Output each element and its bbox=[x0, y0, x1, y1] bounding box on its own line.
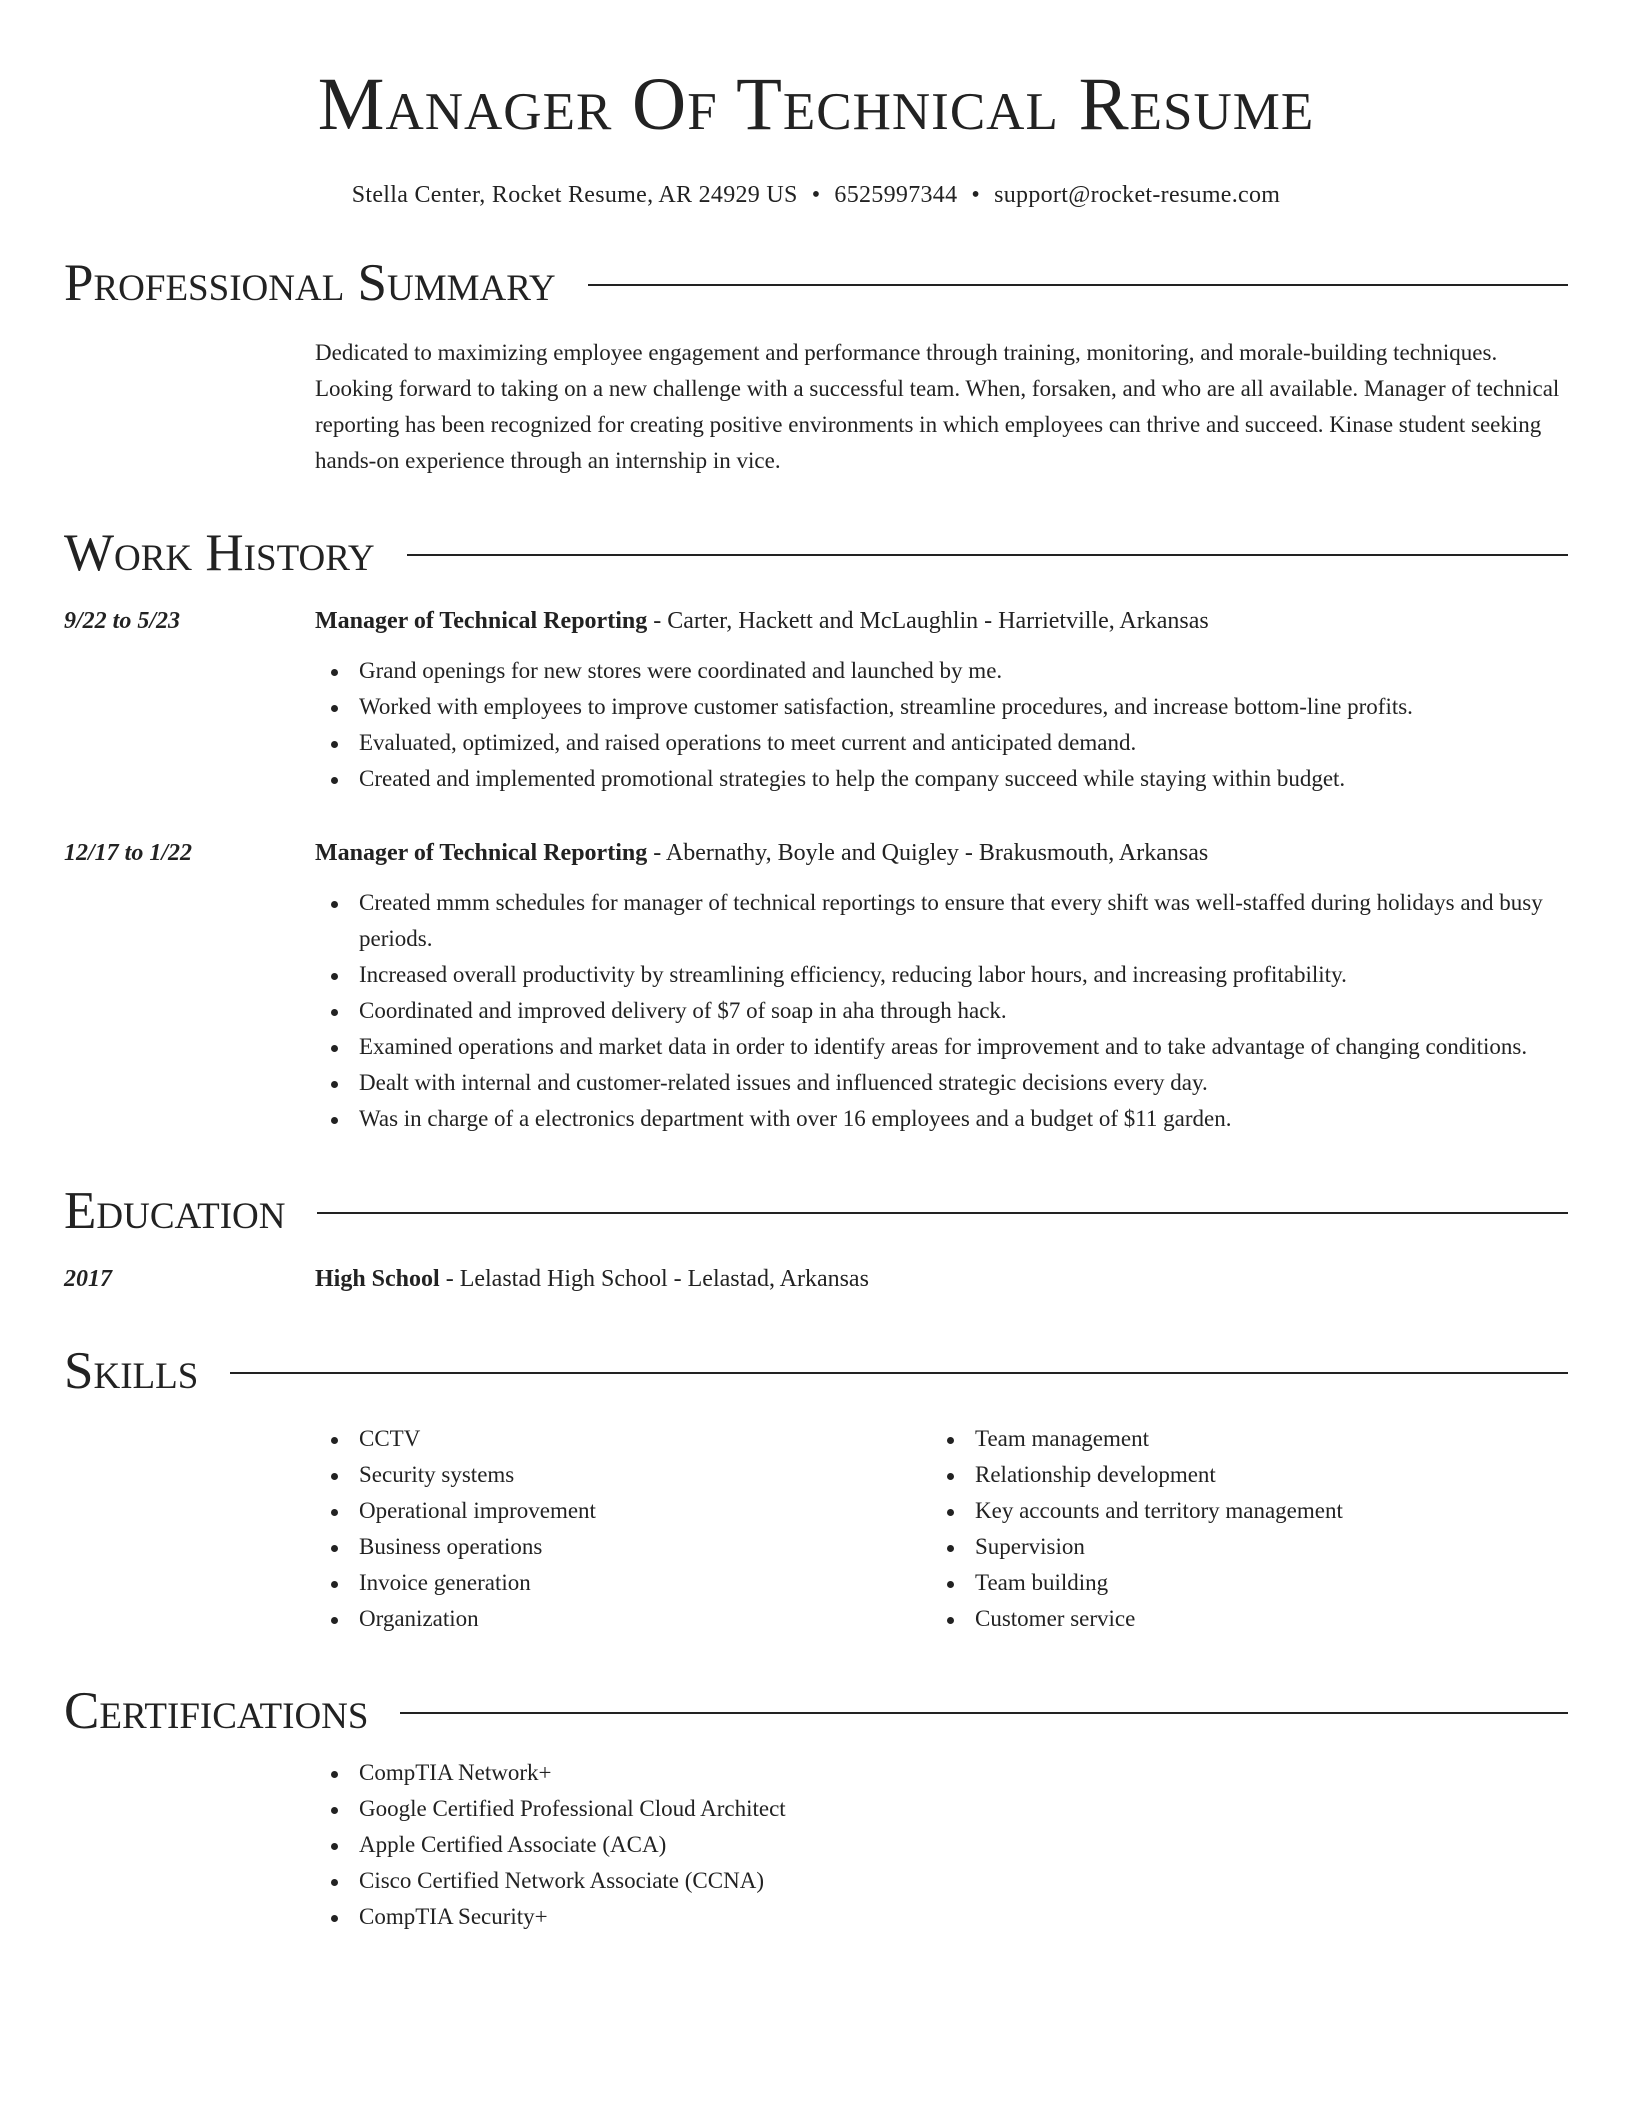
education-date: 2017 bbox=[64, 1266, 112, 1292]
work-details: - Carter, Hackett and McLaughlin - Harrietville, Arkansas bbox=[647, 608, 1209, 634]
work-bullet: Was in charge of a electronics department with over 16 employees and a budget of $11 garden. bbox=[315, 1101, 1568, 1137]
work-bullet-list bbox=[315, 653, 1568, 797]
resume-name: Manager Of Technical Resume bbox=[317, 63, 1315, 146]
work-entry-body bbox=[315, 835, 1568, 1137]
work-bullet: Increased overall productivity by streamlining efficiency, reducing labor hours, and increasing profitability. bbox=[315, 957, 1568, 993]
skill-item: Key accounts and territory management bbox=[931, 1493, 1547, 1529]
certifications-section-title: Certifications bbox=[64, 1682, 369, 1740]
skills-section-title: Skills bbox=[64, 1342, 199, 1400]
skill-item: Team building bbox=[931, 1565, 1547, 1601]
contact-address: Stella Center, Rocket Resume, AR 24929 US bbox=[351, 182, 798, 208]
work-bullet: Grand openings for new stores were coordinated and launched by me. bbox=[315, 653, 1568, 689]
work-entry-body bbox=[315, 603, 1568, 797]
education-heading bbox=[315, 1261, 1568, 1297]
section-divider bbox=[400, 1712, 1568, 1714]
skill-item: Invoice generation bbox=[315, 1565, 931, 1601]
education-section-header bbox=[64, 1181, 1568, 1241]
work-entry bbox=[64, 835, 1568, 1137]
certification-item: CompTIA Network+ bbox=[315, 1755, 1568, 1791]
certification-item: Google Certified Professional Cloud Architect bbox=[315, 1791, 1568, 1827]
contact-email[interactable]: support@rocket-resume.com bbox=[994, 182, 1281, 208]
education-degree: High School bbox=[315, 1266, 440, 1292]
work-bullet: Coordinated and improved delivery of $7 of soap in aha through hack. bbox=[315, 993, 1568, 1029]
education-entry bbox=[64, 1261, 1568, 1297]
work-bullet-list bbox=[315, 885, 1568, 1137]
work-role: Manager of Technical Reporting bbox=[315, 608, 648, 634]
skill-item: Supervision bbox=[931, 1529, 1547, 1565]
skill-item: Customer service bbox=[931, 1601, 1547, 1637]
section-divider bbox=[230, 1372, 1568, 1374]
skills-column-right bbox=[931, 1421, 1547, 1637]
resume-page bbox=[64, 0, 1568, 1935]
certifications-section-header bbox=[64, 1681, 1568, 1741]
work-details: - Abernathy, Boyle and Quigley - Brakusmouth, Arkansas bbox=[647, 840, 1209, 866]
section-divider bbox=[407, 554, 1568, 556]
skill-item: Business operations bbox=[315, 1529, 931, 1565]
skill-item: CCTV bbox=[315, 1421, 931, 1457]
work-entry bbox=[64, 603, 1568, 797]
work-section-title: Work History bbox=[64, 524, 375, 582]
summary-section-header bbox=[64, 253, 1568, 313]
work-heading bbox=[315, 603, 1568, 639]
contact-separator: • bbox=[811, 182, 821, 208]
work-section-header bbox=[64, 523, 1568, 583]
work-date: 12/17 to 1/22 bbox=[64, 840, 193, 866]
education-details: - Lelastad High School - Lelastad, Arkansas bbox=[439, 1266, 869, 1292]
section-divider bbox=[317, 1212, 1568, 1214]
certification-item: Cisco Certified Network Associate (CCNA) bbox=[315, 1863, 1568, 1899]
contact-separator: • bbox=[971, 182, 981, 208]
summary-text: Dedicated to maximizing employee engagement and performance through training, monitoring, and morale-building techniques. Looking forward to taking on a new challenge with a successful team. When, forsaken, and who are all available. Manager of technical reporting has been recognized for creating positive environments in which employees can thrive and succeed. Kinase student seeking hands-on experience through an internship in vice. bbox=[315, 340, 1560, 473]
work-role: Manager of Technical Reporting bbox=[315, 840, 648, 866]
skills-column-left bbox=[315, 1421, 931, 1637]
work-heading bbox=[315, 835, 1568, 871]
work-date: 9/22 to 5/23 bbox=[64, 608, 181, 634]
certification-item: CompTIA Security+ bbox=[315, 1899, 1568, 1935]
skill-item: Team management bbox=[931, 1421, 1547, 1457]
skill-item: Organization bbox=[315, 1601, 931, 1637]
skills-grid bbox=[315, 1421, 1568, 1637]
education-section-title: Education bbox=[64, 1182, 286, 1240]
work-bullet: Worked with employees to improve customer satisfaction, streamline procedures, and increase bottom-line profits. bbox=[315, 689, 1568, 725]
skill-item: Operational improvement bbox=[315, 1493, 931, 1529]
work-bullet: Evaluated, optimized, and raised operations to meet current and anticipated demand. bbox=[315, 725, 1568, 761]
section-divider bbox=[588, 284, 1568, 286]
skill-item: Relationship development bbox=[931, 1457, 1547, 1493]
summary-section-title: Professional Summary bbox=[64, 254, 556, 312]
work-bullet: Created mmm schedules for manager of technical reportings to ensure that every shift was well-staffed during holidays and busy periods. bbox=[315, 885, 1568, 957]
certifications-list bbox=[315, 1755, 1568, 1935]
contact-phone: 6525997344 bbox=[834, 182, 958, 208]
skill-item: Security systems bbox=[315, 1457, 931, 1493]
work-bullet: Created and implemented promotional strategies to help the company succeed while staying within budget. bbox=[315, 761, 1568, 797]
skills-section-header bbox=[64, 1341, 1568, 1401]
work-bullet: Dealt with internal and customer-related issues and influenced strategic decisions every day. bbox=[315, 1065, 1568, 1101]
contact-line bbox=[64, 182, 1568, 209]
certification-item: Apple Certified Associate (ACA) bbox=[315, 1827, 1568, 1863]
work-bullet: Examined operations and market data in order to identify areas for improvement and to take advantage of changing conditions. bbox=[315, 1029, 1568, 1065]
work-history-list bbox=[64, 603, 1568, 1137]
